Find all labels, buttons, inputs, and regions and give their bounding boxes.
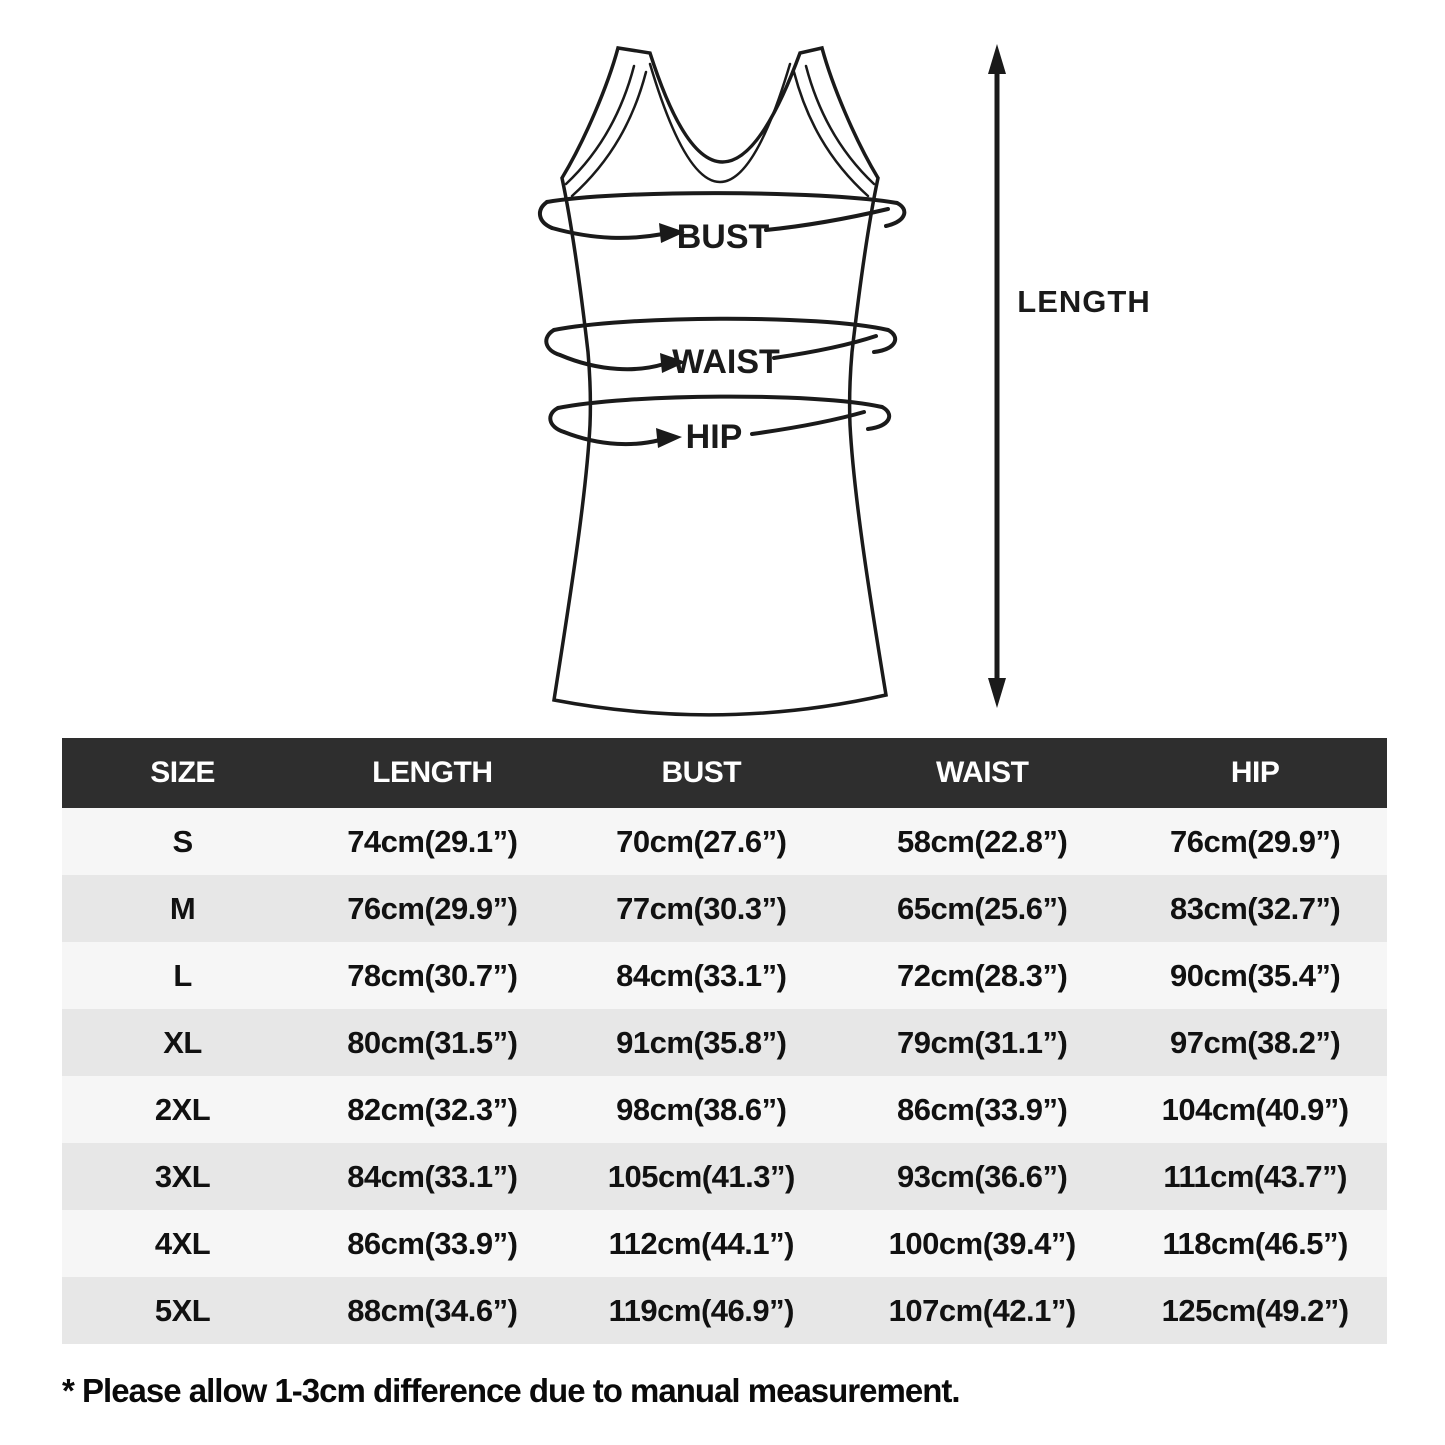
bust-value: 119cm(46.9”)	[608, 1292, 794, 1328]
table-row-s	[62, 808, 1387, 875]
table-row-xl	[62, 1009, 1387, 1076]
table-row-3xl	[62, 1143, 1387, 1210]
measurement-footnote: * Please allow 1-3cm difference due to manual measurement.	[62, 1372, 960, 1409]
length-value: 88cm(34.6”)	[347, 1292, 518, 1328]
hip-label: HIP	[685, 418, 743, 456]
bust-value: 70cm(27.6”)	[616, 823, 787, 859]
table-row-4xl	[62, 1210, 1387, 1277]
size-table-header	[62, 738, 1387, 808]
tank-dress-outline	[554, 48, 886, 715]
length-arrowhead-bottom	[988, 678, 1006, 708]
header-hip: HIP	[1230, 756, 1280, 789]
bust-value: 105cm(41.3”)	[607, 1158, 795, 1194]
hip-value: 118cm(46.5”)	[1162, 1225, 1348, 1261]
waist-value: 107cm(42.1”)	[888, 1292, 1076, 1328]
bust-value: 91cm(35.8”)	[616, 1024, 787, 1060]
waist-value: 65cm(25.6”)	[897, 890, 1068, 926]
waist-value: 72cm(28.3”)	[897, 957, 1068, 993]
table-row-2xl	[62, 1076, 1387, 1143]
waist-value: 79cm(31.1”)	[897, 1024, 1068, 1060]
waist-value: 58cm(22.8”)	[897, 823, 1068, 859]
length-label: LENGTH	[1017, 284, 1151, 319]
bust-label: BUST	[676, 218, 770, 256]
bust-value: 112cm(44.1”)	[608, 1225, 794, 1261]
header-size: SIZE	[150, 756, 215, 789]
table-row-5xl	[62, 1277, 1387, 1344]
size-value: 2XL	[154, 1091, 211, 1127]
waist-value: 100cm(39.4”)	[888, 1225, 1076, 1261]
header-bust: BUST	[661, 756, 742, 789]
bust-value: 98cm(38.6”)	[616, 1091, 787, 1127]
length-value: 76cm(29.9”)	[347, 890, 518, 926]
header-waist: WAIST	[935, 756, 1029, 789]
length-value: 74cm(29.1”)	[347, 823, 518, 859]
size-value: S	[172, 823, 193, 859]
length-value: 82cm(32.3”)	[347, 1091, 518, 1127]
waist-value: 93cm(36.6”)	[897, 1158, 1068, 1194]
size-value: XL	[163, 1024, 202, 1060]
hip-value: 76cm(29.9”)	[1169, 823, 1341, 859]
length-arrowhead-top	[988, 44, 1006, 74]
length-value: 80cm(31.5”)	[347, 1024, 518, 1060]
table-row-l	[62, 942, 1387, 1009]
length-value: 78cm(30.7”)	[347, 957, 518, 993]
bust-value: 77cm(30.3”)	[616, 890, 787, 926]
hip-value: 111cm(43.7”)	[1163, 1158, 1347, 1194]
hip-value: 97cm(38.2”)	[1169, 1024, 1341, 1060]
hip-value: 83cm(32.7”)	[1169, 890, 1341, 926]
waist-value: 86cm(33.9”)	[897, 1091, 1068, 1127]
length-arrow	[988, 44, 1006, 708]
size-table-body	[62, 808, 1387, 1344]
size-value: M	[169, 890, 196, 926]
table-row-m	[62, 875, 1387, 942]
size-value: L	[173, 957, 192, 993]
hip-value: 125cm(49.2”)	[1161, 1292, 1349, 1328]
length-value: 86cm(33.9”)	[347, 1225, 518, 1261]
size-value: 5XL	[154, 1292, 211, 1328]
waist-label: WAIST	[672, 343, 780, 381]
size-value: 3XL	[154, 1158, 211, 1194]
bust-value: 84cm(33.1”)	[616, 957, 787, 993]
length-value: 84cm(33.1”)	[347, 1158, 518, 1194]
size-value: 4XL	[154, 1225, 211, 1261]
size-table	[62, 738, 1387, 1344]
header-length: LENGTH	[372, 756, 493, 789]
hip-value: 90cm(35.4”)	[1169, 957, 1341, 993]
hip-value: 104cm(40.9”)	[1161, 1091, 1349, 1127]
